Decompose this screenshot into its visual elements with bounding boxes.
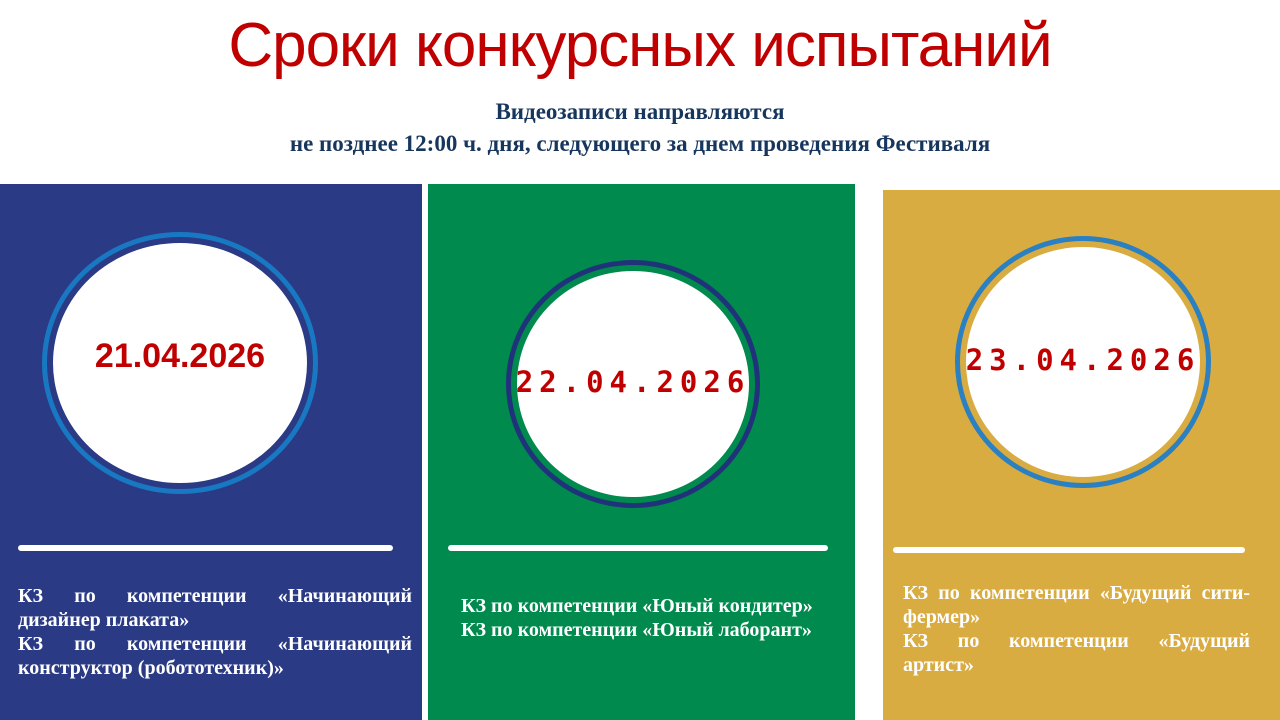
card-2-items xyxy=(461,594,851,642)
date-circle-3-fill xyxy=(966,247,1200,477)
list-item: КЗ по компетенции «Будущий артист» xyxy=(903,630,1250,676)
subtitle-line-2: не позднее 12:00 ч. дня, следующего за днем проведения Фестиваля xyxy=(289,131,991,156)
date-1: 21.04.2026 xyxy=(94,336,266,375)
date-circle-1-fill xyxy=(53,243,307,483)
page-title: Сроки конкурсных испытаний xyxy=(228,11,1052,80)
card-1-items xyxy=(18,584,412,680)
list-item: КЗ по компетенции «Будущий сити-фермер» xyxy=(903,582,1250,628)
list-item: КЗ по компетенции «Юный лаборант» xyxy=(461,619,812,641)
divider-2 xyxy=(448,545,828,551)
date-circle-2 xyxy=(506,260,760,508)
divider-3 xyxy=(893,547,1245,553)
date-2: 22.04.2026 xyxy=(515,365,751,399)
list-item: КЗ по компетенции «Юный кондитер» xyxy=(461,595,813,617)
date-circle-1 xyxy=(42,232,318,494)
card-day-1 xyxy=(0,184,422,720)
date-circle-2-fill xyxy=(517,271,749,497)
card-day-2 xyxy=(428,184,855,720)
subtitle-line-1: Видеозаписи направляются xyxy=(495,99,785,124)
date-3: 23.04.2026 xyxy=(965,343,1201,377)
card-3-items xyxy=(903,581,1250,677)
card-day-3 xyxy=(883,190,1280,720)
date-circle-3 xyxy=(955,236,1211,488)
divider-1 xyxy=(18,545,393,551)
list-item: КЗ по компетенции «Начинающий дизайнер плаката» xyxy=(18,585,412,631)
list-item: КЗ по компетенции «Начинающий конструктор (робототехник)» xyxy=(18,633,412,679)
subtitle xyxy=(0,96,1280,160)
